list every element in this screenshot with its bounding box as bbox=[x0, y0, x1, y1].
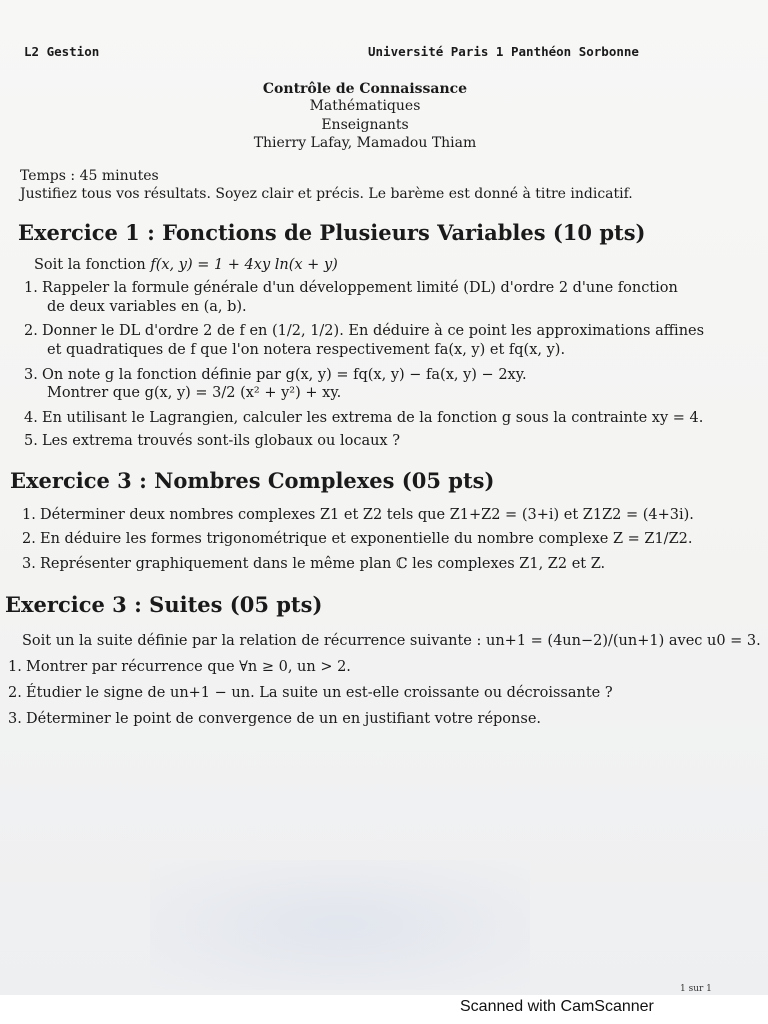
q-text: Représenter graphiquement dans le même plan ℂ les complexes Z1, Z2 et Z. bbox=[40, 556, 606, 572]
q-number: 5. bbox=[24, 433, 38, 449]
q-text: Les extrema trouvés sont-ils globaux ou locaux ? bbox=[42, 433, 400, 449]
exercise2-q3 bbox=[22, 555, 605, 573]
q-number: 2. bbox=[24, 323, 38, 339]
q-text: Déterminer deux nombres complexes Z1 et Z2 tels que Z1+Z2 = (3+i) et Z1Z2 = (4+3i). bbox=[40, 507, 694, 523]
exercise1-q3 bbox=[24, 366, 527, 384]
exam-subject: Mathématiques bbox=[309, 98, 421, 114]
university-label: Université Paris 1 Panthéon Sorbonne bbox=[368, 44, 639, 59]
q-number: 1. bbox=[24, 280, 38, 296]
exercise1-q5 bbox=[24, 432, 400, 450]
q-number: 3. bbox=[8, 711, 22, 727]
exercise1-q1-cont: de deux variables en (a, b). bbox=[47, 299, 247, 315]
q-number: 3. bbox=[22, 556, 36, 572]
exercise2-title: Exercice 3 : Nombres Complexes (05 pts) bbox=[10, 468, 495, 493]
exercise2-q2 bbox=[22, 530, 692, 548]
q-number: 4. bbox=[24, 410, 38, 426]
teachers-label: Enseignants bbox=[321, 117, 409, 133]
q-number: 2. bbox=[8, 685, 22, 701]
q-number: 1. bbox=[8, 659, 22, 675]
q-text: Rappeler la formule générale d'un développement limité (DL) d'ordre 2 d'une fonction bbox=[42, 280, 678, 296]
exercise3-q2 bbox=[8, 684, 613, 702]
q-text: En déduire les formes trigonométrique et exponentielle du nombre complexe Z = Z1/Z2. bbox=[40, 531, 693, 547]
exam-title: Contrôle de Connaissance bbox=[262, 81, 468, 97]
page-number: 1 sur 1 bbox=[680, 984, 712, 994]
teachers-names: Thierry Lafay, Mamadou Thiam bbox=[253, 135, 477, 151]
course-label: L2 Gestion bbox=[24, 44, 100, 59]
exercise2-q1 bbox=[22, 506, 694, 524]
scan-shadow bbox=[150, 860, 530, 990]
camscanner-watermark: Scanned with CamScanner bbox=[460, 998, 654, 1015]
exercise1-q3-cont: Montrer que g(x, y) = 3/2 (x² + y²) + xy. bbox=[47, 385, 342, 401]
q-text: Déterminer le point de convergence de un en justifiant votre réponse. bbox=[26, 711, 542, 727]
q-number: 3. bbox=[24, 367, 38, 383]
exercise1-title: Exercice 1 : Fonctions de Plusieurs Variables (10 pts) bbox=[18, 220, 646, 245]
exercise1-function: f(x, y) = 1 + 4xy ln(x + y) bbox=[150, 257, 338, 273]
q-number: 1. bbox=[22, 507, 36, 523]
q-text: Donner le DL d'ordre 2 de f en (1/2, 1/2). En déduire à ce point les approximations affines bbox=[42, 323, 705, 339]
exercise1-q4 bbox=[24, 409, 703, 427]
q-text: On note g la fonction définie par g(x, y) = fq(x, y) − fa(x, y) − 2xy. bbox=[42, 367, 527, 383]
exam-duration: Temps : 45 minutes bbox=[20, 168, 159, 184]
q-text: En utilisant le Lagrangien, calculer les extrema de la fonction g sous la contrainte xy = 4. bbox=[42, 410, 704, 426]
exercise3-q3 bbox=[8, 710, 541, 728]
exercise3-q1 bbox=[8, 658, 351, 676]
q-number: 2. bbox=[22, 531, 36, 547]
exercise1-intro bbox=[34, 256, 338, 274]
exercise1-intro-text: Soit la fonction bbox=[34, 257, 151, 273]
exam-instructions: Justifiez tous vos résultats. Soyez clair et précis. Le barème est donné à titre indicatif. bbox=[20, 186, 633, 202]
exercise3-intro: Soit un la suite définie par la relation de récurrence suivante : un+1 = (4un−2)/(un+1) avec u0 = 3. bbox=[22, 633, 761, 649]
q-text: Montrer par récurrence que ∀n ≥ 0, un > 2. bbox=[26, 659, 351, 675]
q-text: Étudier le signe de un+1 − un. La suite un est-elle croissante ou décroissante ? bbox=[26, 685, 613, 701]
exercise3-title: Exercice 3 : Suites (05 pts) bbox=[5, 592, 323, 617]
exercise1-q2 bbox=[24, 322, 704, 340]
exercise1-q2-cont: et quadratiques de f que l'on notera respectivement fa(x, y) et fq(x, y). bbox=[47, 342, 566, 358]
exercise1-q1 bbox=[24, 279, 678, 297]
